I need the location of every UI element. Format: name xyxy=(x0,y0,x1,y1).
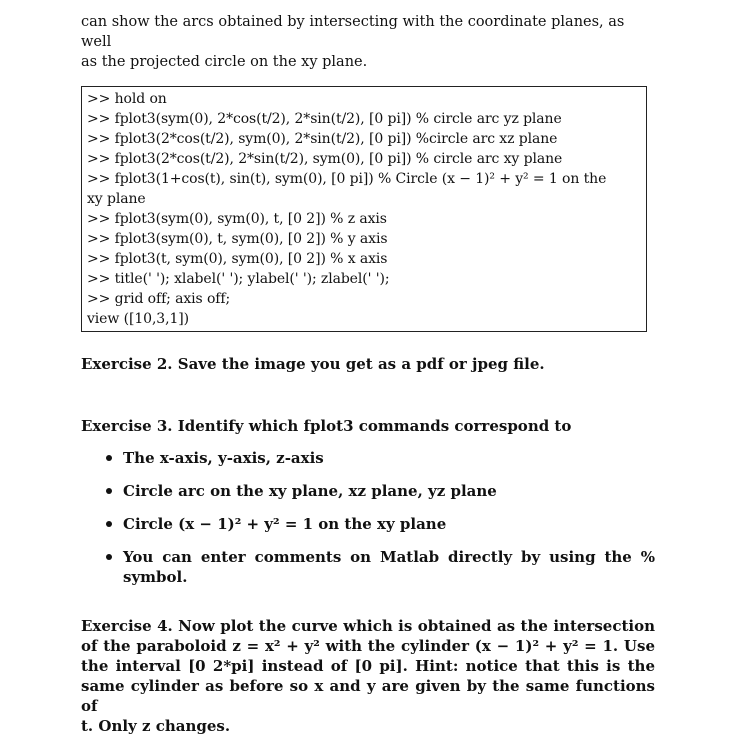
exercise-4-line: Exercise 4. Now plot the curve which is obtained as the intersection xyxy=(81,617,655,635)
code-line: xy plane xyxy=(87,191,146,207)
bullet-icon xyxy=(106,521,112,527)
code-line: >> fplot3(1+cos(t), sin(t), sym(0), [0 pi]) % Circle (x − 1)² + y² = 1 on the xyxy=(87,171,607,187)
list-item-text: You can enter comments on Matlab directly by using the % symbol. xyxy=(123,548,655,586)
code-line: view ([10,3,1]) xyxy=(87,311,189,327)
exercise-4-line: the interval [0 2*pi] instead of [0 pi]. Hint: notice that this is the xyxy=(81,657,655,675)
code-line: >> fplot3(sym(0), sym(0), t, [0 2]) % z axis xyxy=(87,211,387,227)
code-line: >> fplot3(sym(0), 2*cos(t/2), 2*sin(t/2), [0 pi]) % circle arc yz plane xyxy=(87,111,562,127)
exercise-4-line: t. Only z changes. xyxy=(81,717,231,735)
bullet-icon xyxy=(106,554,112,560)
list-item xyxy=(81,448,655,468)
intro-paragraph xyxy=(81,12,655,72)
exercise-4-line: same cylinder as before so x and y are given by the same functions of xyxy=(81,677,655,715)
intro-line-1: can show the arcs obtained by intersecting with the coordinate planes, as well xyxy=(81,14,625,50)
code-line: >> fplot3(t, sym(0), sym(0), [0 2]) % x axis xyxy=(87,251,388,267)
intro-line-2: as the projected circle on the xy plane. xyxy=(81,54,368,70)
matlab-code-box xyxy=(81,86,647,332)
exercise-3-list xyxy=(81,448,655,587)
exercise-3-heading: Exercise 3. Identify which fplot3 commands correspond to xyxy=(81,417,572,435)
bullet-icon xyxy=(106,455,112,461)
exercise-4-line: of the paraboloid z = x² + y² with the cylinder (x − 1)² + y² = 1. Use xyxy=(81,637,655,655)
list-item xyxy=(81,547,655,587)
code-line: >> fplot3(2*cos(t/2), sym(0), 2*sin(t/2), [0 pi]) %circle arc xz plane xyxy=(87,131,558,147)
code-line: >> fplot3(sym(0), t, sym(0), [0 2]) % y axis xyxy=(87,231,388,247)
list-item xyxy=(81,514,655,534)
exercise-4 xyxy=(81,616,655,736)
list-item-text: Circle arc on the xy plane, xz plane, yz plane xyxy=(123,482,497,500)
code-line: >> fplot3(2*cos(t/2), 2*sin(t/2), sym(0), [0 pi]) % circle arc xy plane xyxy=(87,151,563,167)
exercise-2: Exercise 2. Save the image you get as a pdf or jpeg file. xyxy=(81,355,545,373)
document-page xyxy=(81,12,655,736)
code-line: >> hold on xyxy=(87,91,167,107)
list-item-text: Circle (x − 1)² + y² = 1 on the xy plane xyxy=(123,515,447,533)
list-item xyxy=(81,481,655,501)
list-item-text: The x-axis, y-axis, z-axis xyxy=(123,449,324,467)
code-line: >> title(' '); xlabel(' '); ylabel(' '); zlabel(' '); xyxy=(87,271,390,287)
code-line: >> grid off; axis off; xyxy=(87,291,231,307)
bullet-icon xyxy=(106,488,112,494)
